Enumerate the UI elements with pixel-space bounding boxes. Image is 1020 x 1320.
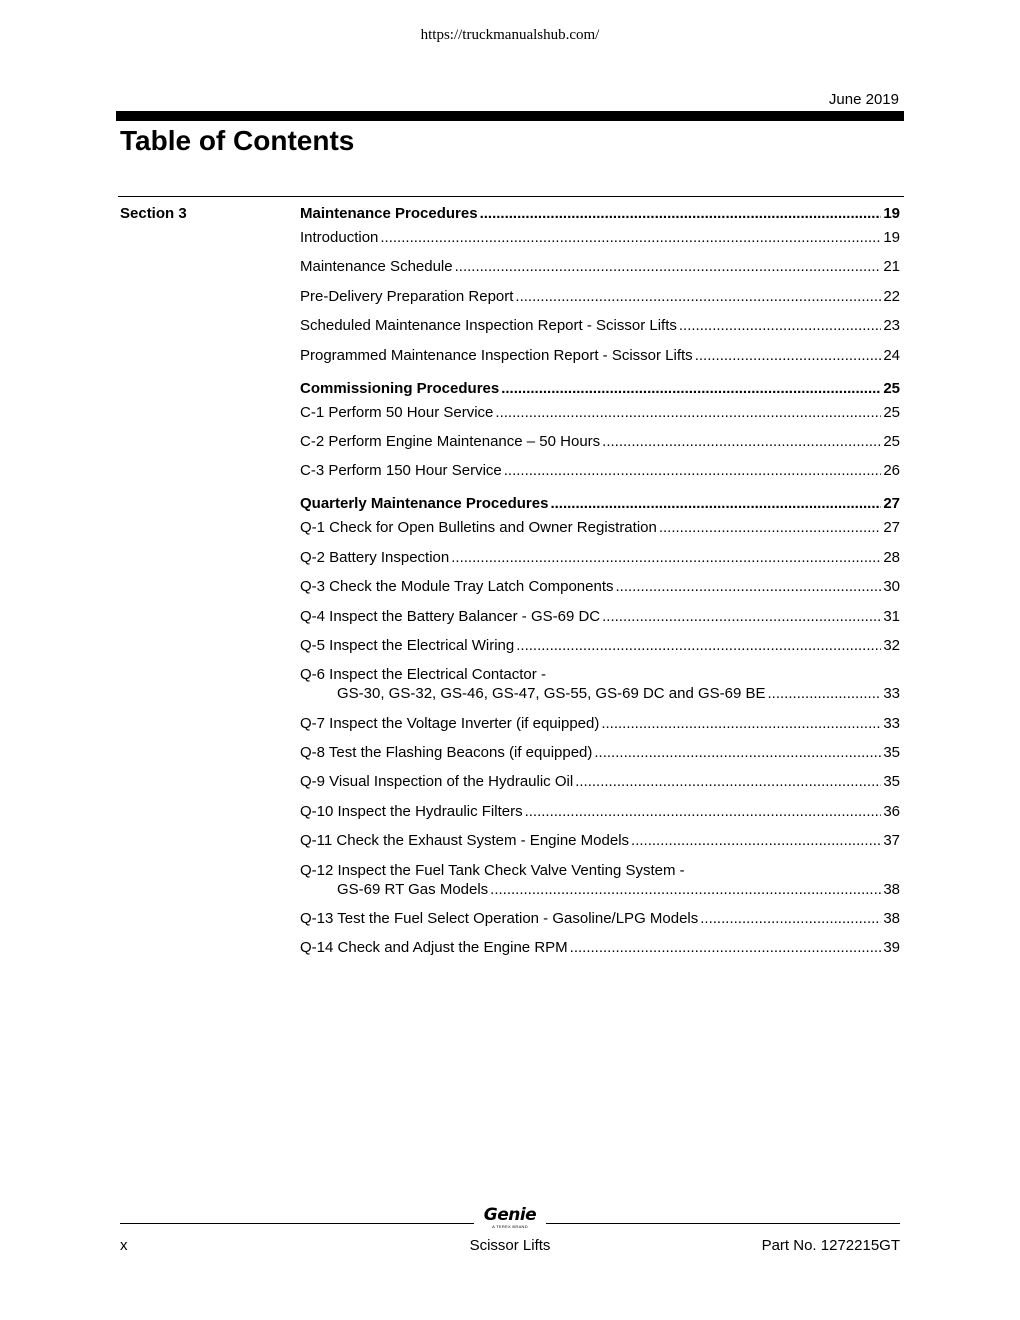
dot-leader: [700, 909, 881, 928]
toc-page-number: 35: [883, 773, 900, 791]
toc-entry-text: Q-9 Visual Inspection of the Hydraulic Oil: [300, 773, 574, 791]
toc-entry-text: C-3 Perform 150 Hour Service: [300, 462, 502, 480]
dot-leader: [602, 432, 881, 451]
toc-entry-text: Q-10 Inspect the Hydraulic Filters: [300, 802, 523, 820]
toc-group: [300, 204, 900, 365]
toc-page-number: 27: [883, 495, 900, 513]
dot-leader: [495, 403, 881, 422]
dot-leader: [380, 228, 881, 247]
toc-entry-text: GS-30, GS-32, GS-46, GS-47, GS-55, GS-69 DC and GS-69 BE: [337, 685, 766, 703]
toc-heading[interactable]: [300, 494, 900, 513]
dot-leader: [594, 743, 881, 762]
toc-entry[interactable]: [300, 665, 900, 703]
dot-leader: [601, 714, 881, 733]
toc-entry-text: Q-7 Inspect the Voltage Inverter (if equipped): [300, 714, 600, 732]
dot-leader: [504, 461, 882, 480]
toc-entry-text: Q-12 Inspect the Fuel Tank Check Valve Venting System -: [300, 861, 685, 879]
toc-entry[interactable]: [300, 257, 900, 276]
footer-part-number: Part No. 1272215GT: [761, 1237, 900, 1254]
toc-group: [300, 379, 900, 481]
toc-entry-text: C-2 Perform Engine Maintenance – 50 Hours: [300, 432, 601, 450]
toc-entry[interactable]: [300, 938, 900, 957]
toc-entry[interactable]: [300, 577, 900, 596]
dot-leader: [525, 802, 882, 821]
dot-leader: [631, 831, 881, 850]
toc-entry-text: Q-2 Battery Inspection: [300, 548, 450, 566]
genie-logo: [478, 1206, 542, 1229]
toc-page-number: 35: [883, 744, 900, 762]
footer-page-number: x: [120, 1237, 128, 1254]
toc-entry-text: Commissioning Procedures: [300, 379, 500, 397]
toc-entry[interactable]: [300, 772, 900, 791]
toc-entry[interactable]: [300, 403, 900, 422]
toc-page-number: 36: [883, 802, 900, 820]
toc-page-number: 38: [883, 910, 900, 928]
logo-tagline: A TEREX BRAND: [492, 1224, 528, 1229]
document-date: June 2019: [828, 91, 899, 108]
toc-entry[interactable]: [300, 548, 900, 567]
toc-page-number: 19: [883, 229, 900, 246]
toc-entry[interactable]: [300, 714, 900, 733]
toc-entry-text: Programmed Maintenance Inspection Report - Scissor Lifts: [300, 346, 693, 364]
toc-page-number: 22: [883, 287, 900, 305]
toc-page-number: 25: [883, 432, 900, 450]
toc-entry-continuation: [300, 684, 900, 703]
toc-entry-text: GS-69 RT Gas Models: [337, 880, 489, 898]
toc-page-number: 25: [883, 379, 900, 397]
dot-leader: [455, 257, 882, 276]
toc-page-number: 30: [883, 578, 900, 596]
toc-entry-text: Q-11 Check the Exhaust System - Engine Models: [300, 832, 630, 850]
toc-entry[interactable]: [300, 636, 900, 655]
toc-entry-text: Maintenance Schedule: [300, 258, 453, 276]
toc-entry-text: Q-13 Test the Fuel Select Operation - Gasoline/LPG Models: [300, 910, 699, 928]
dot-leader: [490, 880, 881, 899]
toc-entry[interactable]: [300, 518, 900, 537]
toc-entry[interactable]: [300, 461, 900, 480]
toc-page-number: 28: [883, 548, 900, 566]
dot-leader: [480, 204, 882, 223]
toc-entry-text: Q-5 Inspect the Electrical Wiring: [300, 636, 515, 654]
toc-heading[interactable]: [300, 379, 900, 398]
dot-leader: [602, 607, 881, 626]
dot-leader: [515, 287, 881, 306]
dot-leader: [570, 938, 882, 957]
toc-entry-text: Q-14 Check and Adjust the Engine RPM: [300, 939, 568, 957]
toc-entry[interactable]: [300, 316, 900, 335]
toc-entry-text: Q-8 Test the Flashing Beacons (if equipped): [300, 744, 593, 762]
toc-list: [300, 204, 900, 971]
dot-leader: [550, 494, 881, 513]
toc-page-number: 38: [883, 880, 900, 898]
source-url[interactable]: https://truckmanualshub.com/: [420, 27, 600, 43]
toc-entry[interactable]: [300, 287, 900, 306]
dot-leader: [575, 772, 881, 791]
dot-leader: [695, 346, 882, 365]
toc-page-number: 24: [883, 346, 900, 364]
toc-page-number: 33: [883, 714, 900, 732]
toc-entry-text: C-1 Perform 50 Hour Service: [300, 403, 494, 421]
toc-entry[interactable]: [300, 228, 900, 247]
toc-entry-text: Q-1 Check for Open Bulletins and Owner Registration: [300, 519, 657, 537]
section-label: Section 3: [120, 205, 187, 222]
section-divider: [118, 196, 904, 197]
toc-page-number: 31: [883, 607, 900, 625]
toc-page-number: 21: [883, 258, 900, 276]
toc-entry[interactable]: [300, 607, 900, 626]
dot-leader: [679, 316, 881, 335]
toc-entry-text: Scheduled Maintenance Inspection Report - Scissor Lifts: [300, 317, 677, 335]
toc-page-number: 23: [883, 317, 900, 335]
toc-entry[interactable]: [300, 802, 900, 821]
dot-leader: [501, 379, 881, 398]
toc-page-number: 33: [883, 685, 900, 703]
toc-entry-text: Q-6 Inspect the Electrical Contactor -: [300, 666, 546, 684]
toc-group: [300, 494, 900, 957]
dot-leader: [616, 577, 882, 596]
toc-entry[interactable]: [300, 831, 900, 850]
toc-entry[interactable]: [300, 909, 900, 928]
toc-heading[interactable]: [300, 204, 900, 223]
toc-page-number: 25: [883, 403, 900, 421]
toc-entry-text: Introduction: [300, 229, 379, 246]
toc-entry-text: Quarterly Maintenance Procedures: [300, 495, 549, 513]
page-title: Table of Contents: [120, 125, 355, 156]
toc-page-number: 32: [883, 636, 900, 654]
toc-page-number: 26: [883, 462, 900, 480]
toc-entry-text: Q-3 Check the Module Tray Latch Components: [300, 578, 614, 596]
toc-entry-text: Pre-Delivery Preparation Report: [300, 287, 514, 305]
toc-entry[interactable]: [300, 861, 900, 899]
toc-entry[interactable]: [300, 743, 900, 762]
toc-entry-continuation: [300, 880, 900, 899]
toc-entry-text: Maintenance Procedures: [300, 205, 478, 222]
header-rule: [116, 111, 904, 121]
footer-rule-left: [120, 1223, 474, 1224]
dot-leader: [659, 518, 881, 537]
toc-page-number: 37: [883, 832, 900, 850]
toc-page-number: 39: [883, 939, 900, 957]
toc-entry[interactable]: [300, 346, 900, 365]
toc-entry[interactable]: [300, 432, 900, 451]
toc-entry-text: Q-4 Inspect the Battery Balancer - GS-69 DC: [300, 607, 601, 625]
dot-leader: [451, 548, 881, 567]
dot-leader: [516, 636, 881, 655]
toc-page-number: 27: [883, 519, 900, 537]
footer-product: Scissor Lifts: [469, 1237, 551, 1254]
dot-leader: [768, 684, 882, 703]
toc-page-number: 19: [883, 205, 900, 222]
footer-rule-right: [546, 1223, 900, 1224]
logo-wordmark: Genie: [483, 1205, 537, 1225]
